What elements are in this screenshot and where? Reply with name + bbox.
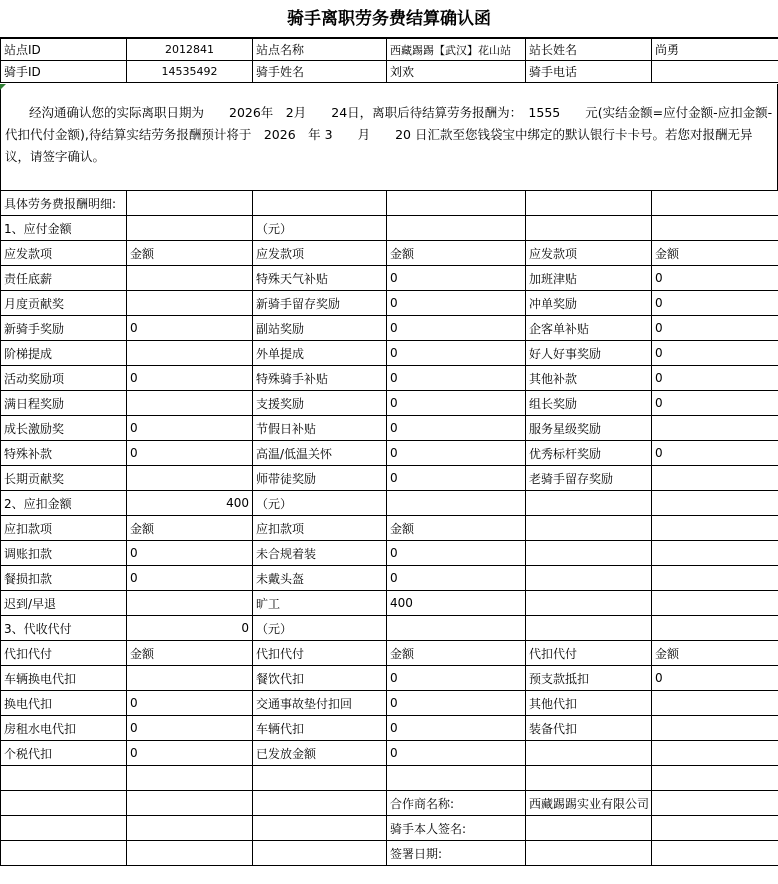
- table-cell: [526, 566, 652, 591]
- header-row-rider: [1, 61, 778, 83]
- withhold-heading: 3、代收代付: [1, 616, 127, 641]
- deduction-unit: （元）: [253, 491, 387, 516]
- item-name: 交通事故垫付扣回: [253, 691, 387, 716]
- item-name: 新骑手留存奖励: [253, 291, 387, 316]
- withhold-row: [1, 716, 778, 741]
- deduction-row: [1, 541, 778, 566]
- item-name: 月度贡献奖: [1, 291, 127, 316]
- table-cell: [127, 191, 253, 216]
- item-amount: 0: [387, 391, 526, 416]
- item-amount: 0: [652, 266, 778, 291]
- station-id-value: 2012841: [127, 39, 253, 61]
- item-amount: 0: [127, 741, 253, 766]
- item-name: 餐饮代扣: [253, 666, 387, 691]
- item-amount: 0: [387, 716, 526, 741]
- col-header: 金额: [652, 241, 778, 266]
- table-cell: [526, 766, 652, 791]
- withhold-unit: （元）: [253, 616, 387, 641]
- detail-label-row: [1, 191, 778, 216]
- payable-row: [1, 266, 778, 291]
- item-name: 餐损扣款: [1, 566, 127, 591]
- table-cell: [652, 191, 778, 216]
- col-header: 金额: [387, 241, 526, 266]
- item-amount: 0: [387, 441, 526, 466]
- table-cell: [387, 616, 526, 641]
- payable-col-header-row: [1, 241, 778, 266]
- item-amount: 400: [387, 591, 526, 616]
- table-cell: [127, 766, 253, 791]
- partner-label: 合作商名称:: [387, 791, 526, 816]
- table-cell: [253, 191, 387, 216]
- item-amount: [652, 741, 778, 766]
- item-amount: 0: [652, 391, 778, 416]
- item-amount: 0: [387, 566, 526, 591]
- item-amount: 0: [387, 266, 526, 291]
- item-amount: 0: [387, 541, 526, 566]
- item-name: 阶梯提成: [1, 341, 127, 366]
- item-amount: 0: [387, 291, 526, 316]
- item-name: 其他代扣: [526, 691, 652, 716]
- item-name: 企客单补贴: [526, 316, 652, 341]
- table-cell: [253, 816, 387, 841]
- col-header: 金额: [387, 516, 526, 541]
- item-amount: 0: [127, 566, 253, 591]
- item-name: 组长奖励: [526, 391, 652, 416]
- table-cell: [526, 216, 652, 241]
- table-cell: [652, 491, 778, 516]
- table-cell: [387, 191, 526, 216]
- item-amount: [127, 341, 253, 366]
- table-cell: [652, 791, 778, 816]
- item-name: 优秀标杆奖励: [526, 441, 652, 466]
- table-cell: [387, 766, 526, 791]
- deduction-heading: 2、应扣金额: [1, 491, 127, 516]
- item-amount: [127, 466, 253, 491]
- item-amount: 0: [387, 466, 526, 491]
- item-name: 加班津贴: [526, 266, 652, 291]
- rider-id-value: 14535492: [127, 61, 253, 83]
- col-header: 应发款项: [253, 241, 387, 266]
- rider-phone-value: [652, 61, 778, 83]
- table-cell: [253, 841, 387, 866]
- item-amount: [652, 691, 778, 716]
- item-name: 其他补款: [526, 366, 652, 391]
- table-cell: [127, 816, 253, 841]
- item-name: 个税代扣: [1, 741, 127, 766]
- withhold-heading-row: [1, 616, 778, 641]
- item-name: 预支款抵扣: [526, 666, 652, 691]
- payable-unit: （元）: [253, 216, 387, 241]
- item-amount: 0: [127, 366, 253, 391]
- item-name: 长期贡献奖: [1, 466, 127, 491]
- item-amount: [127, 591, 253, 616]
- item-amount: [127, 291, 253, 316]
- withhold-row: [1, 666, 778, 691]
- item-name: 特殊天气补贴: [253, 266, 387, 291]
- withhold-total: 0: [127, 616, 253, 641]
- payable-row: [1, 341, 778, 366]
- table-cell: [1, 766, 127, 791]
- deduction-row: [1, 566, 778, 591]
- payable-heading-row: [1, 216, 778, 241]
- payable-row: [1, 316, 778, 341]
- table-cell: [1, 816, 127, 841]
- item-name: 活动奖励项: [1, 366, 127, 391]
- item-name: 调账扣款: [1, 541, 127, 566]
- table-cell: [127, 841, 253, 866]
- item-name: [526, 741, 652, 766]
- item-amount: 0: [387, 316, 526, 341]
- col-header: 金额: [127, 641, 253, 666]
- payable-row: [1, 366, 778, 391]
- item-name: 支援奖励: [253, 391, 387, 416]
- payable-row: [1, 291, 778, 316]
- item-name: 迟到/早退: [1, 591, 127, 616]
- rider-name-value: 刘欢: [387, 61, 526, 83]
- item-name: 节假日补贴: [253, 416, 387, 441]
- item-amount: 0: [652, 441, 778, 466]
- payable-row: [1, 466, 778, 491]
- item-amount: 0: [127, 716, 253, 741]
- table-cell: [652, 216, 778, 241]
- table-cell: [652, 616, 778, 641]
- col-header: 应发款项: [1, 241, 127, 266]
- table-cell: [1, 791, 127, 816]
- signature-rider-row: [1, 816, 778, 841]
- col-header: 金额: [652, 641, 778, 666]
- item-name: 副站奖励: [253, 316, 387, 341]
- item-amount: 0: [127, 416, 253, 441]
- payable-total: [127, 216, 253, 241]
- item-name: 师带徒奖励: [253, 466, 387, 491]
- document-title: 骑手离职劳务费结算确认函: [0, 0, 778, 38]
- manager-label: 站长姓名: [526, 39, 652, 61]
- withhold-row: [1, 741, 778, 766]
- col-header: 代扣代付: [253, 641, 387, 666]
- col-header: 代扣代付: [526, 641, 652, 666]
- item-amount: [127, 666, 253, 691]
- col-header: 金额: [387, 641, 526, 666]
- item-name: 房租水电代扣: [1, 716, 127, 741]
- detail-table: [0, 190, 778, 866]
- item-amount: 0: [127, 441, 253, 466]
- table-cell: [526, 541, 652, 566]
- table-cell: [526, 191, 652, 216]
- item-amount: [652, 466, 778, 491]
- table-cell: [1, 841, 127, 866]
- item-amount: [127, 391, 253, 416]
- payable-row: [1, 416, 778, 441]
- table-cell: [652, 766, 778, 791]
- confirmation-paragraph: 经沟通确认您的实际离职日期为 2026年 2月 24日，离职后待结算劳务报酬为： 1555 元(实结金额=应付金额-应扣金额-代扣代付金额),待结算实结劳务报酬预计将于 2026 年 3 月 20 日汇款至您钱袋宝中绑定的默认银行卡卡号。若您对报酬无异议，请签字确认。: [0, 84, 778, 190]
- rider-signature-label: 骑手本人签名:: [387, 816, 526, 841]
- col-header: 代扣代付: [1, 641, 127, 666]
- col-header: 应扣款项: [1, 516, 127, 541]
- item-amount: [652, 716, 778, 741]
- item-name: 特殊补款: [1, 441, 127, 466]
- manager-value: 尚勇: [652, 39, 778, 61]
- item-amount: 0: [127, 691, 253, 716]
- item-amount: 0: [652, 366, 778, 391]
- item-amount: [652, 416, 778, 441]
- payable-heading: 1、应付金额: [1, 216, 127, 241]
- item-name: 老骑手留存奖励: [526, 466, 652, 491]
- item-name: 未戴头盔: [253, 566, 387, 591]
- item-amount: 0: [127, 541, 253, 566]
- deduction-row: [1, 591, 778, 616]
- table-cell: [652, 541, 778, 566]
- table-cell: [526, 516, 652, 541]
- header-table: [0, 38, 778, 83]
- table-cell: [652, 841, 778, 866]
- table-cell: [387, 216, 526, 241]
- table-cell: [652, 591, 778, 616]
- cell-comment-marker: [0, 84, 6, 90]
- item-amount: 0: [387, 416, 526, 441]
- item-amount: [127, 266, 253, 291]
- item-name: 装备代扣: [526, 716, 652, 741]
- table-cell: [526, 816, 652, 841]
- item-name: 车辆换电代扣: [1, 666, 127, 691]
- item-name: 责任底薪: [1, 266, 127, 291]
- partner-value: 西藏踢踢实业有限公司: [526, 791, 652, 816]
- item-name: 新骑手奖励: [1, 316, 127, 341]
- item-name: 成长激励奖: [1, 416, 127, 441]
- item-amount: 0: [387, 741, 526, 766]
- station-name-label: 站点名称: [253, 39, 387, 61]
- signature-date-label: 签署日期:: [387, 841, 526, 866]
- payable-row: [1, 441, 778, 466]
- table-cell: [526, 591, 652, 616]
- rider-phone-label: 骑手电话: [526, 61, 652, 83]
- item-amount: 0: [387, 366, 526, 391]
- table-cell: [652, 816, 778, 841]
- item-name: 服务星级奖励: [526, 416, 652, 441]
- item-name: 特殊骑手补贴: [253, 366, 387, 391]
- item-name: 车辆代扣: [253, 716, 387, 741]
- item-amount: 0: [652, 666, 778, 691]
- rider-id-label: 骑手ID: [1, 61, 127, 83]
- item-name: 好人好事奖励: [526, 341, 652, 366]
- item-amount: 0: [387, 666, 526, 691]
- item-amount: 0: [652, 341, 778, 366]
- station-name-value: 西藏踢踢【武汉】花山站: [387, 39, 526, 61]
- signature-date-row: [1, 841, 778, 866]
- table-cell: [652, 566, 778, 591]
- item-amount: 0: [127, 316, 253, 341]
- table-cell: [127, 791, 253, 816]
- item-name: 已发放金额: [253, 741, 387, 766]
- deduction-heading-row: [1, 491, 778, 516]
- table-cell: [253, 766, 387, 791]
- item-name: 旷工: [253, 591, 387, 616]
- col-header: 金额: [127, 516, 253, 541]
- deduction-total: 400: [127, 491, 253, 516]
- withhold-row: [1, 691, 778, 716]
- rider-name-label: 骑手姓名: [253, 61, 387, 83]
- item-amount: 0: [652, 291, 778, 316]
- table-cell: [652, 516, 778, 541]
- item-amount: 0: [387, 341, 526, 366]
- item-name: 冲单奖励: [526, 291, 652, 316]
- table-cell: [526, 616, 652, 641]
- signature-partner-row: [1, 791, 778, 816]
- payable-row: [1, 391, 778, 416]
- withhold-col-header-row: [1, 641, 778, 666]
- header-row-station: [1, 39, 778, 61]
- item-amount: 0: [387, 691, 526, 716]
- table-cell: [387, 491, 526, 516]
- col-header: 应扣款项: [253, 516, 387, 541]
- blank-row: [1, 766, 778, 791]
- item-amount: 0: [652, 316, 778, 341]
- station-id-label: 站点ID: [1, 39, 127, 61]
- col-header: 应发款项: [526, 241, 652, 266]
- item-name: 高温/低温关怀: [253, 441, 387, 466]
- deduction-col-header-row: [1, 516, 778, 541]
- item-name: 满日程奖励: [1, 391, 127, 416]
- detail-label: 具体劳务费报酬明细:: [1, 191, 127, 216]
- table-cell: [253, 791, 387, 816]
- table-cell: [526, 841, 652, 866]
- item-name: 未合规着装: [253, 541, 387, 566]
- item-name: 外单提成: [253, 341, 387, 366]
- col-header: 金额: [127, 241, 253, 266]
- table-cell: [526, 491, 652, 516]
- item-name: 换电代扣: [1, 691, 127, 716]
